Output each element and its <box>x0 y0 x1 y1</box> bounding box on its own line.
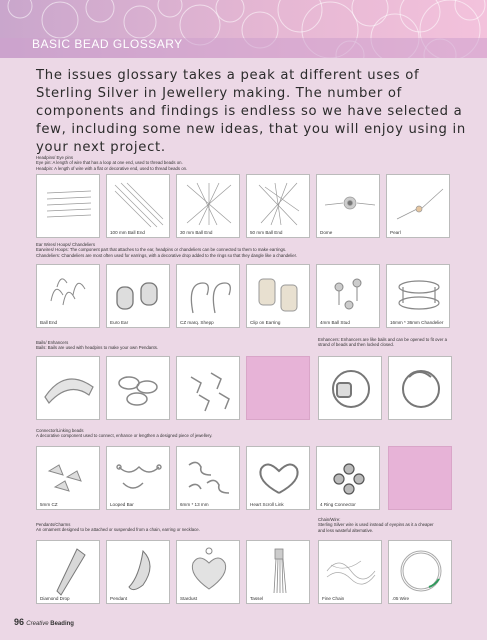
section-heading: Chain/Wire: <box>318 517 341 522</box>
product-tile[interactable] <box>36 446 100 510</box>
magazine-prefix: Creative <box>26 621 49 627</box>
product-label: Fine Chain <box>322 596 345 601</box>
bail-icon <box>177 357 240 420</box>
bail-icon <box>107 357 170 420</box>
connector-icon <box>107 447 170 510</box>
product-label: 4mm Ball Stud <box>320 320 350 325</box>
section-line: Bails: Bails are used with headpins to make your own Pendants. <box>36 345 159 351</box>
section-heading: Connector/Linking beads <box>36 428 84 433</box>
intro-paragraph: The issues glossary takes a peak at different uses of Sterling Silver in Jewellery making. The number of components and findings is endless so we have selected a few, including some new ideas, that you will enjoy using in your next project. <box>36 68 466 155</box>
bail-icon <box>37 357 100 420</box>
section-bails-text <box>36 340 158 351</box>
product-label: Looped Bar <box>110 502 134 507</box>
bail-icon <box>319 357 382 420</box>
section-heading: Bails/ Enhancers <box>36 340 69 345</box>
earwire-icon <box>37 265 100 328</box>
page-footer <box>14 617 74 627</box>
headpin-icon <box>177 175 240 238</box>
product-tile[interactable] <box>246 264 310 328</box>
magazine-name <box>26 621 74 627</box>
product-tile[interactable] <box>316 264 380 328</box>
headpin-icon <box>107 175 170 238</box>
section-line: Eye pin: A length of wire that has a loop at one end, used to thread beads on. <box>36 160 183 166</box>
product-label: Ball End <box>40 320 58 325</box>
pink-placeholder <box>388 446 452 510</box>
section-line: Enhancers: Enhancers are like bails and can be opened to fit over a <box>318 337 447 342</box>
product-label: Clip on Earring <box>250 320 281 325</box>
section-heading: Pendants/Charms <box>36 522 71 527</box>
product-tile[interactable] <box>36 264 100 328</box>
product-label: 6mm * 13 mm <box>180 502 209 507</box>
product-tile[interactable] <box>316 446 380 510</box>
section-enhancers-text <box>318 337 447 348</box>
product-label: Euro Ear <box>110 320 129 325</box>
section-line: A decorative component used to connect, enhance or lengthen a designed piece of jewellery. <box>36 433 213 439</box>
product-tile[interactable] <box>106 446 170 510</box>
section-line: Chandeliers: Chandeliers are most often used for earrings, with a decorative drop added to the rings so that they dangle like a chandelier. <box>36 252 298 258</box>
product-tile[interactable] <box>176 174 240 238</box>
headpin-icon <box>387 175 450 238</box>
chain-icon <box>319 541 382 604</box>
product-tile[interactable] <box>106 174 170 238</box>
pendant-icon <box>247 541 310 604</box>
product-tile[interactable] <box>176 356 240 420</box>
product-tile[interactable] <box>318 356 382 420</box>
product-tile[interactable] <box>176 264 240 328</box>
headpin-icon <box>37 175 100 238</box>
section-chain-text <box>318 517 434 533</box>
product-tile[interactable] <box>316 174 380 238</box>
pendant-icon <box>37 541 100 604</box>
earwire-icon <box>177 265 240 328</box>
product-tile[interactable] <box>106 356 170 420</box>
section-heading: Headpins/ Eye pins <box>36 155 74 160</box>
product-tile[interactable] <box>388 540 452 604</box>
page-title: BASIC BEAD GLOSSARY <box>32 37 183 51</box>
product-label: 50 mm Ball End <box>250 230 283 235</box>
product-label: 5mm CZ <box>40 502 58 507</box>
product-tile[interactable] <box>388 356 452 420</box>
connector-icon <box>317 447 380 510</box>
product-tile[interactable] <box>246 446 310 510</box>
headpin-icon <box>317 175 380 238</box>
connector-icon <box>177 447 240 510</box>
product-tile[interactable] <box>246 174 310 238</box>
section-line: Earwires/ Hoops: The component part that attaches to the ear, headpins or chandeliers can be connected to them to make earrings. <box>36 247 287 253</box>
page-number: 96 <box>14 617 25 627</box>
product-label: Dome <box>320 230 333 235</box>
product-label: .05 Wire <box>392 596 410 601</box>
earwire-icon <box>387 265 450 328</box>
headpin-icon <box>247 175 310 238</box>
product-label: Stardust <box>180 596 198 601</box>
section-heading: Ear Wires/ Hoops/ Chandeliers <box>36 242 95 247</box>
product-label: Pearl <box>390 230 401 235</box>
wire-coil-icon <box>389 541 452 604</box>
product-tile[interactable] <box>176 540 240 604</box>
bail-icon <box>389 357 452 420</box>
section-line: Sterling Silver wire is used instead of eyepins as it a cheaper <box>318 522 434 528</box>
section-line: An ornament designed to be attached or suspended from a chain, earring or necklace. <box>36 527 200 533</box>
connector-icon <box>247 447 310 510</box>
section-pendants-text <box>36 522 200 533</box>
product-tile[interactable] <box>106 540 170 604</box>
product-label: 100 mm Ball End <box>110 230 145 235</box>
product-label: 16mm * 36mm Chandelier <box>390 320 444 325</box>
section-headpins-text <box>36 155 187 171</box>
product-label: CZ marq. Shepp <box>180 320 214 325</box>
pendant-icon <box>107 541 170 604</box>
product-label: Heart Scroll Link <box>250 502 284 507</box>
product-tile[interactable] <box>106 264 170 328</box>
earwire-icon <box>317 265 380 328</box>
product-tile[interactable] <box>36 540 100 604</box>
product-label: 30 mm Ball End <box>180 230 213 235</box>
section-line: and less wasteful alternative. <box>318 527 374 533</box>
product-label: Tassel <box>250 596 264 601</box>
section-connectors-text <box>36 428 212 439</box>
magazine-title: Beading <box>50 621 74 627</box>
product-label: Pendant <box>110 596 128 601</box>
earwire-icon <box>107 265 170 328</box>
earwire-icon <box>247 265 310 328</box>
product-tile[interactable] <box>36 356 100 420</box>
pink-placeholder <box>246 356 310 420</box>
product-tile[interactable] <box>36 174 100 238</box>
product-label: 4 Ring Connector <box>320 502 356 507</box>
product-tile[interactable] <box>318 540 382 604</box>
section-line: Headpin: A length of wire with a flat or decorative end, used to thread beads on. <box>36 165 188 171</box>
product-tile[interactable] <box>246 540 310 604</box>
product-label: Diamond Drop <box>40 596 70 601</box>
product-tile[interactable] <box>176 446 240 510</box>
pendant-icon <box>177 541 240 604</box>
section-earwires-text <box>36 242 297 258</box>
section-line: strand of beads and then locked closed. <box>318 342 394 348</box>
connector-icon <box>37 447 100 510</box>
product-tile[interactable] <box>386 174 450 238</box>
product-tile[interactable] <box>386 264 450 328</box>
